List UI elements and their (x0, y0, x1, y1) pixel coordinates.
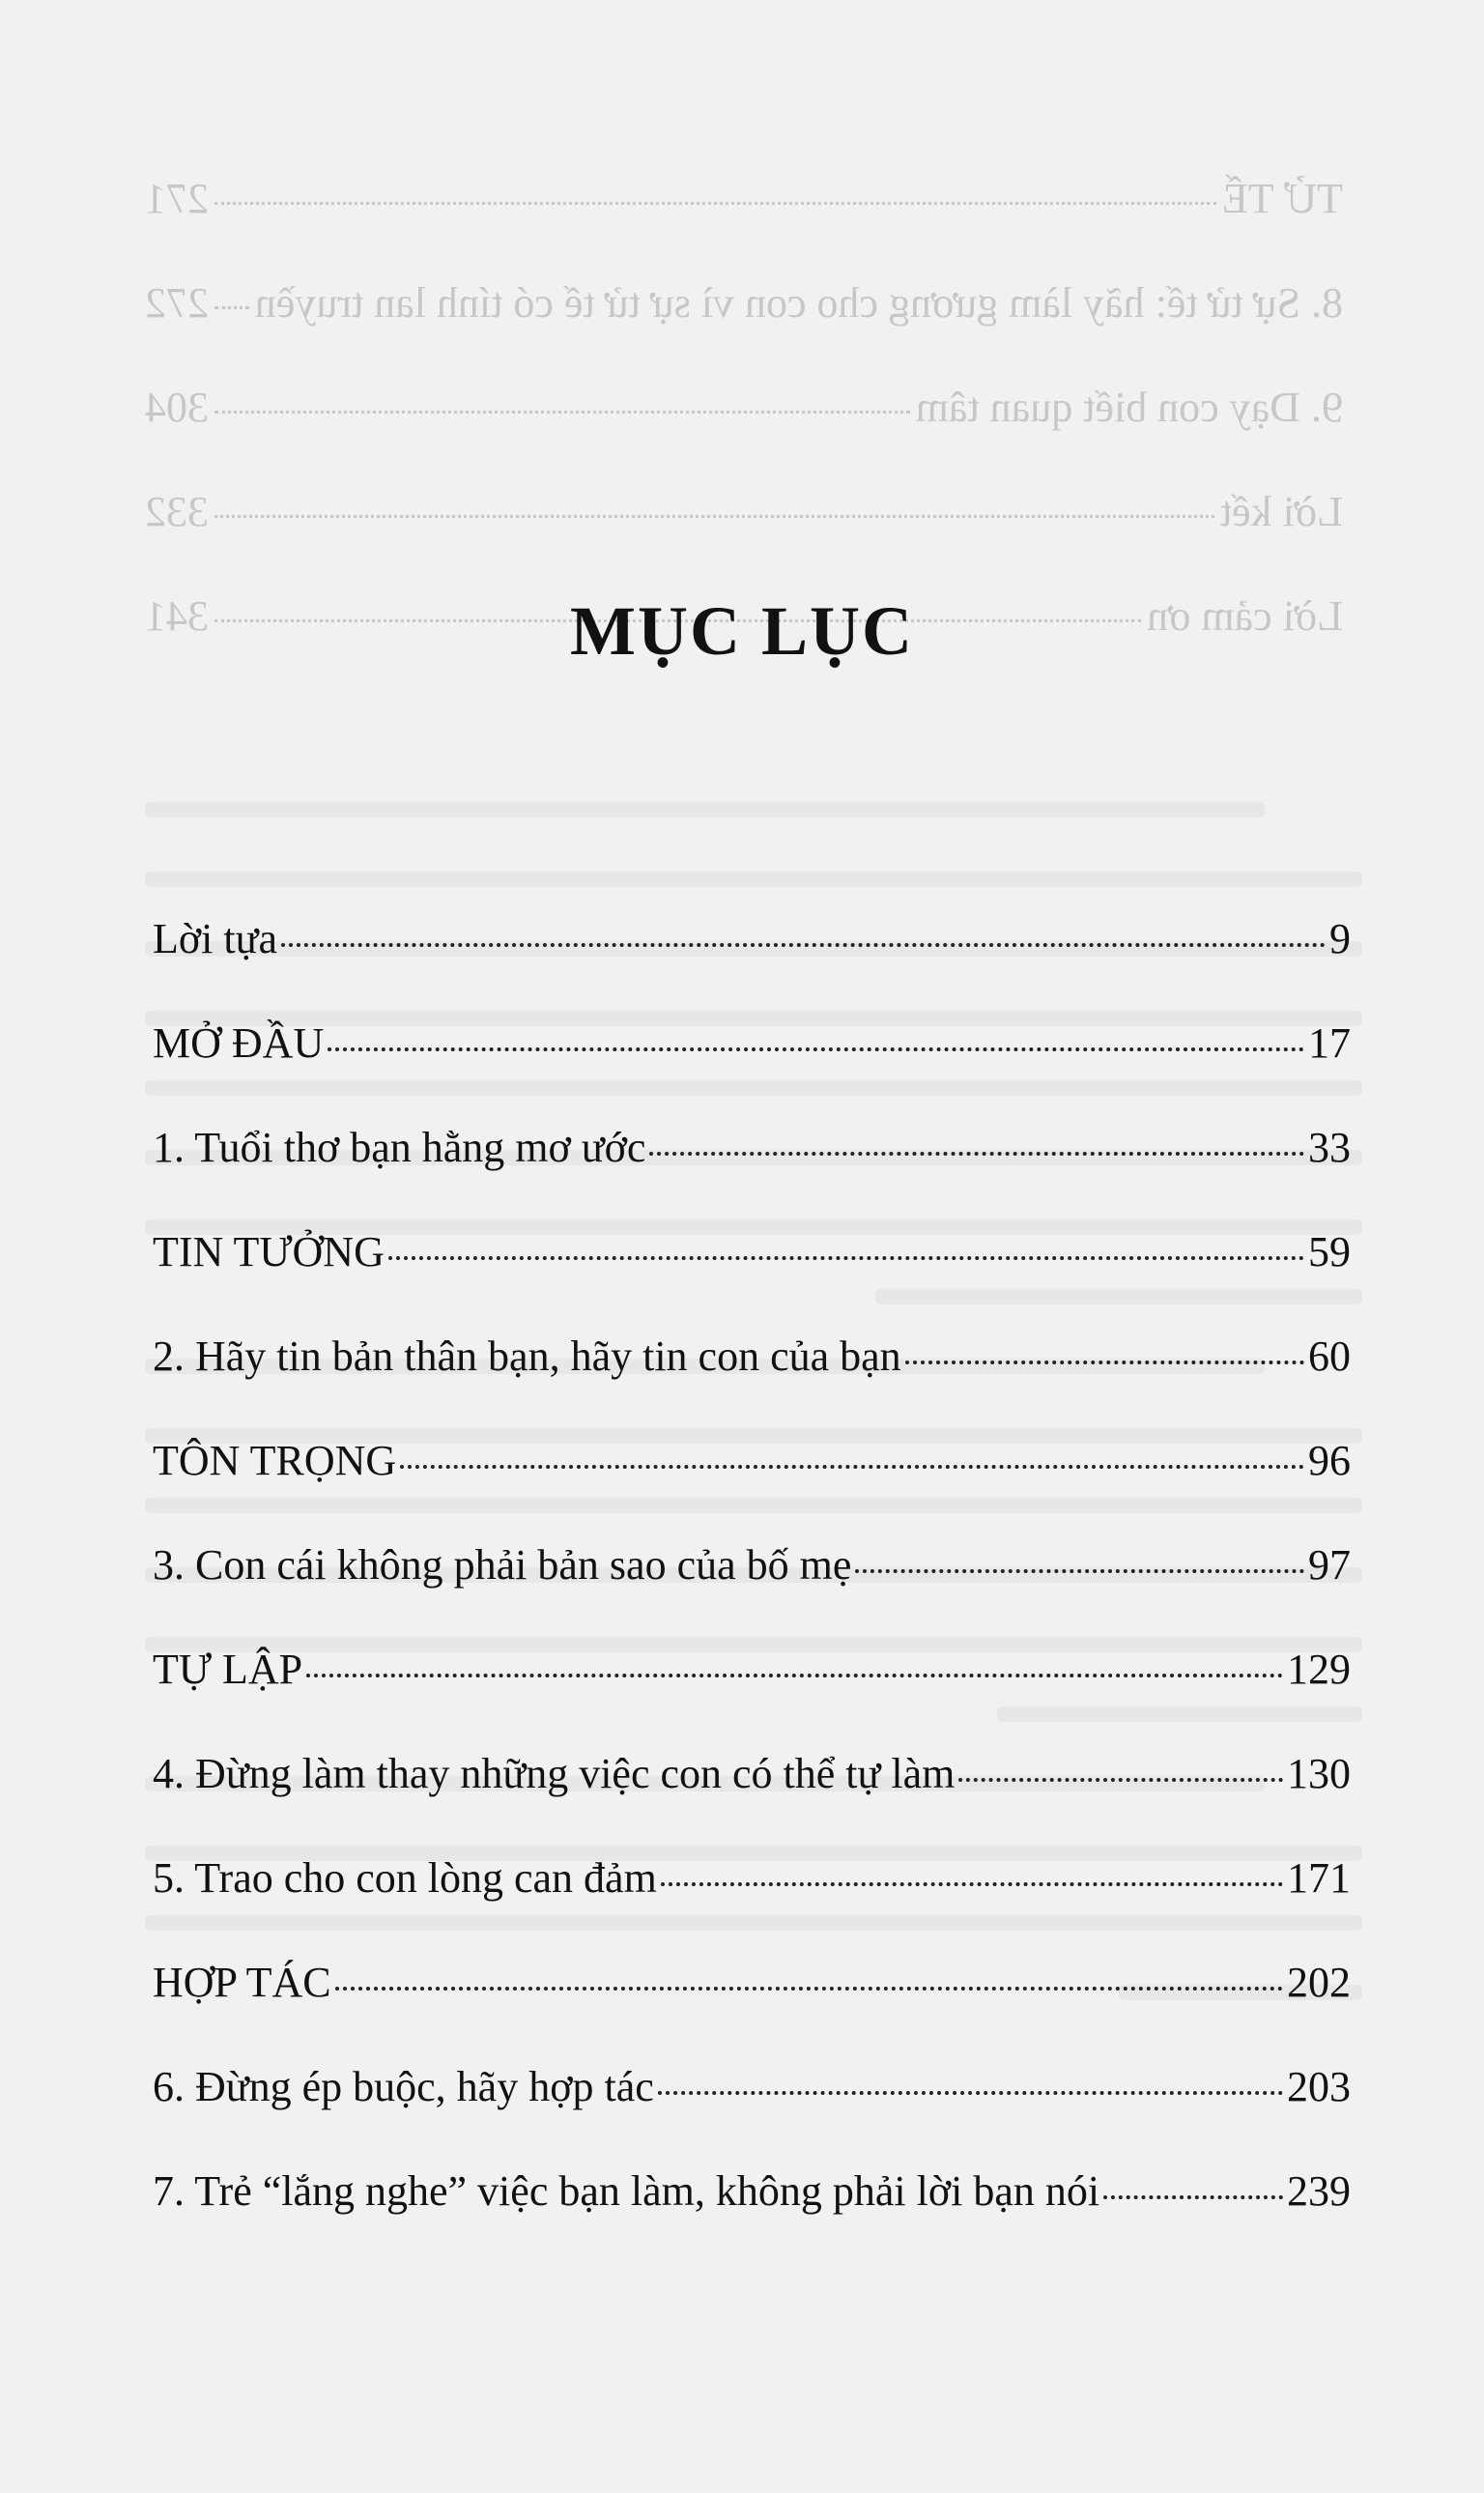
toc-entry-title: 3. Con cái không phải bản sao của bố mẹ (153, 1541, 852, 1589)
toc-entry-title: MỞ ĐẦU (153, 1019, 325, 1067)
toc-entry-page: 96 (1308, 1437, 1351, 1484)
toc-entry-page: 202 (1287, 1959, 1351, 2006)
bleed-text-line (145, 872, 1362, 887)
bleed-toc-title: 9. Dạy con biết quan tâm (915, 384, 1343, 431)
toc-entry-page: 203 (1287, 2063, 1351, 2110)
bleed-toc-title: 8. Sự tử tế: hãy làm gương cho con vì sự tử tế có tính lan truyền (254, 279, 1343, 327)
toc-dot-leader (306, 1674, 1283, 1677)
bleed-toc-title: Lời cảm ơn (1147, 592, 1343, 640)
bleed-toc-leader (214, 411, 910, 414)
bleed-toc-row (145, 487, 1343, 591)
toc-dot-leader (335, 1987, 1283, 1991)
toc-entry-page: 33 (1308, 1124, 1351, 1171)
bleed-toc-leader (214, 202, 1216, 205)
bleed-toc-leader (214, 306, 249, 309)
toc-entry-page: 9 (1329, 915, 1351, 962)
bleed-toc-row (145, 383, 1343, 487)
toc-dot-leader (649, 1152, 1304, 1156)
toc-entry-title: 7. Trẻ “lắng nghe” việc bạn làm, không phải lời bạn nói (153, 2167, 1100, 2215)
toc-entry-page: 130 (1287, 1750, 1351, 1797)
toc-dot-leader (658, 2091, 1283, 2095)
bleed-toc-page: 332 (145, 488, 209, 535)
toc-dot-leader (1103, 2195, 1283, 2199)
toc-entry-title: TIN TƯỞNG (153, 1228, 385, 1275)
toc-entry (153, 1541, 1351, 1648)
toc-entry (153, 1228, 1351, 1335)
toc-entry-page: 17 (1308, 1019, 1351, 1067)
toc-entry-page: 60 (1308, 1332, 1351, 1380)
toc-entry-page: 129 (1287, 1646, 1351, 1693)
toc-dot-leader (400, 1465, 1304, 1469)
bleed-toc-title: TỬ TẾ (1222, 175, 1343, 222)
toc-entry (153, 1959, 1351, 2066)
toc-entry-page: 239 (1287, 2167, 1351, 2215)
toc-entry (153, 2063, 1351, 2170)
bleed-toc-row (145, 174, 1343, 278)
toc-dot-leader (855, 1569, 1304, 1573)
toc-entry (153, 1750, 1351, 1857)
toc-entry (153, 1124, 1351, 1231)
toc-dot-leader (388, 1256, 1304, 1260)
toc-entry-title: 1. Tuổi thơ bạn hằng mơ ước (153, 1124, 646, 1171)
toc-entry-title: TÔN TRỌNG (153, 1437, 397, 1484)
table-of-contents (153, 915, 1351, 2275)
toc-dot-leader (958, 1778, 1283, 1782)
toc-dot-leader (661, 1882, 1283, 1886)
toc-entry (153, 915, 1351, 1022)
toc-entry-title: 6. Đừng ép buộc, hãy hợp tác (153, 2063, 654, 2110)
toc-entry-page: 97 (1308, 1541, 1351, 1589)
toc-dot-leader (281, 943, 1326, 947)
bleed-toc-title: Lời kết (1219, 488, 1343, 535)
toc-dot-leader (905, 1361, 1304, 1364)
toc-dot-leader (328, 1047, 1304, 1051)
toc-entry (153, 2167, 1351, 2275)
page-title: MỤC LỤC (570, 592, 914, 670)
toc-entry (153, 1019, 1351, 1127)
bleed-toc-page: 341 (145, 592, 209, 640)
toc-entry-page: 59 (1308, 1228, 1351, 1275)
bleed-toc-row (145, 278, 1343, 383)
toc-entry (153, 1332, 1351, 1440)
toc-entry-title: 4. Đừng làm thay những việc con có thể tự làm (153, 1750, 956, 1797)
toc-entry-title: 5. Trao cho con lòng can đảm (153, 1854, 657, 1902)
toc-entry-title: 2. Hãy tin bản thân bạn, hãy tin con của bạn (153, 1332, 901, 1380)
toc-entry-title: HỢP TÁC (153, 1959, 331, 2006)
toc-entry-page: 171 (1287, 1854, 1351, 1902)
bleed-text-line (145, 802, 1265, 817)
toc-entry (153, 1854, 1351, 1962)
bleed-toc-page: 271 (145, 175, 209, 222)
toc-entry-title: TỰ LẬP (153, 1646, 303, 1693)
bleed-toc-leader (214, 515, 1214, 518)
toc-entry (153, 1648, 1351, 1753)
toc-entry-title: Lời tựa (153, 915, 277, 962)
bleed-toc-page: 304 (145, 384, 209, 431)
toc-entry (153, 1437, 1351, 1544)
bleed-toc-page: 272 (145, 279, 209, 327)
